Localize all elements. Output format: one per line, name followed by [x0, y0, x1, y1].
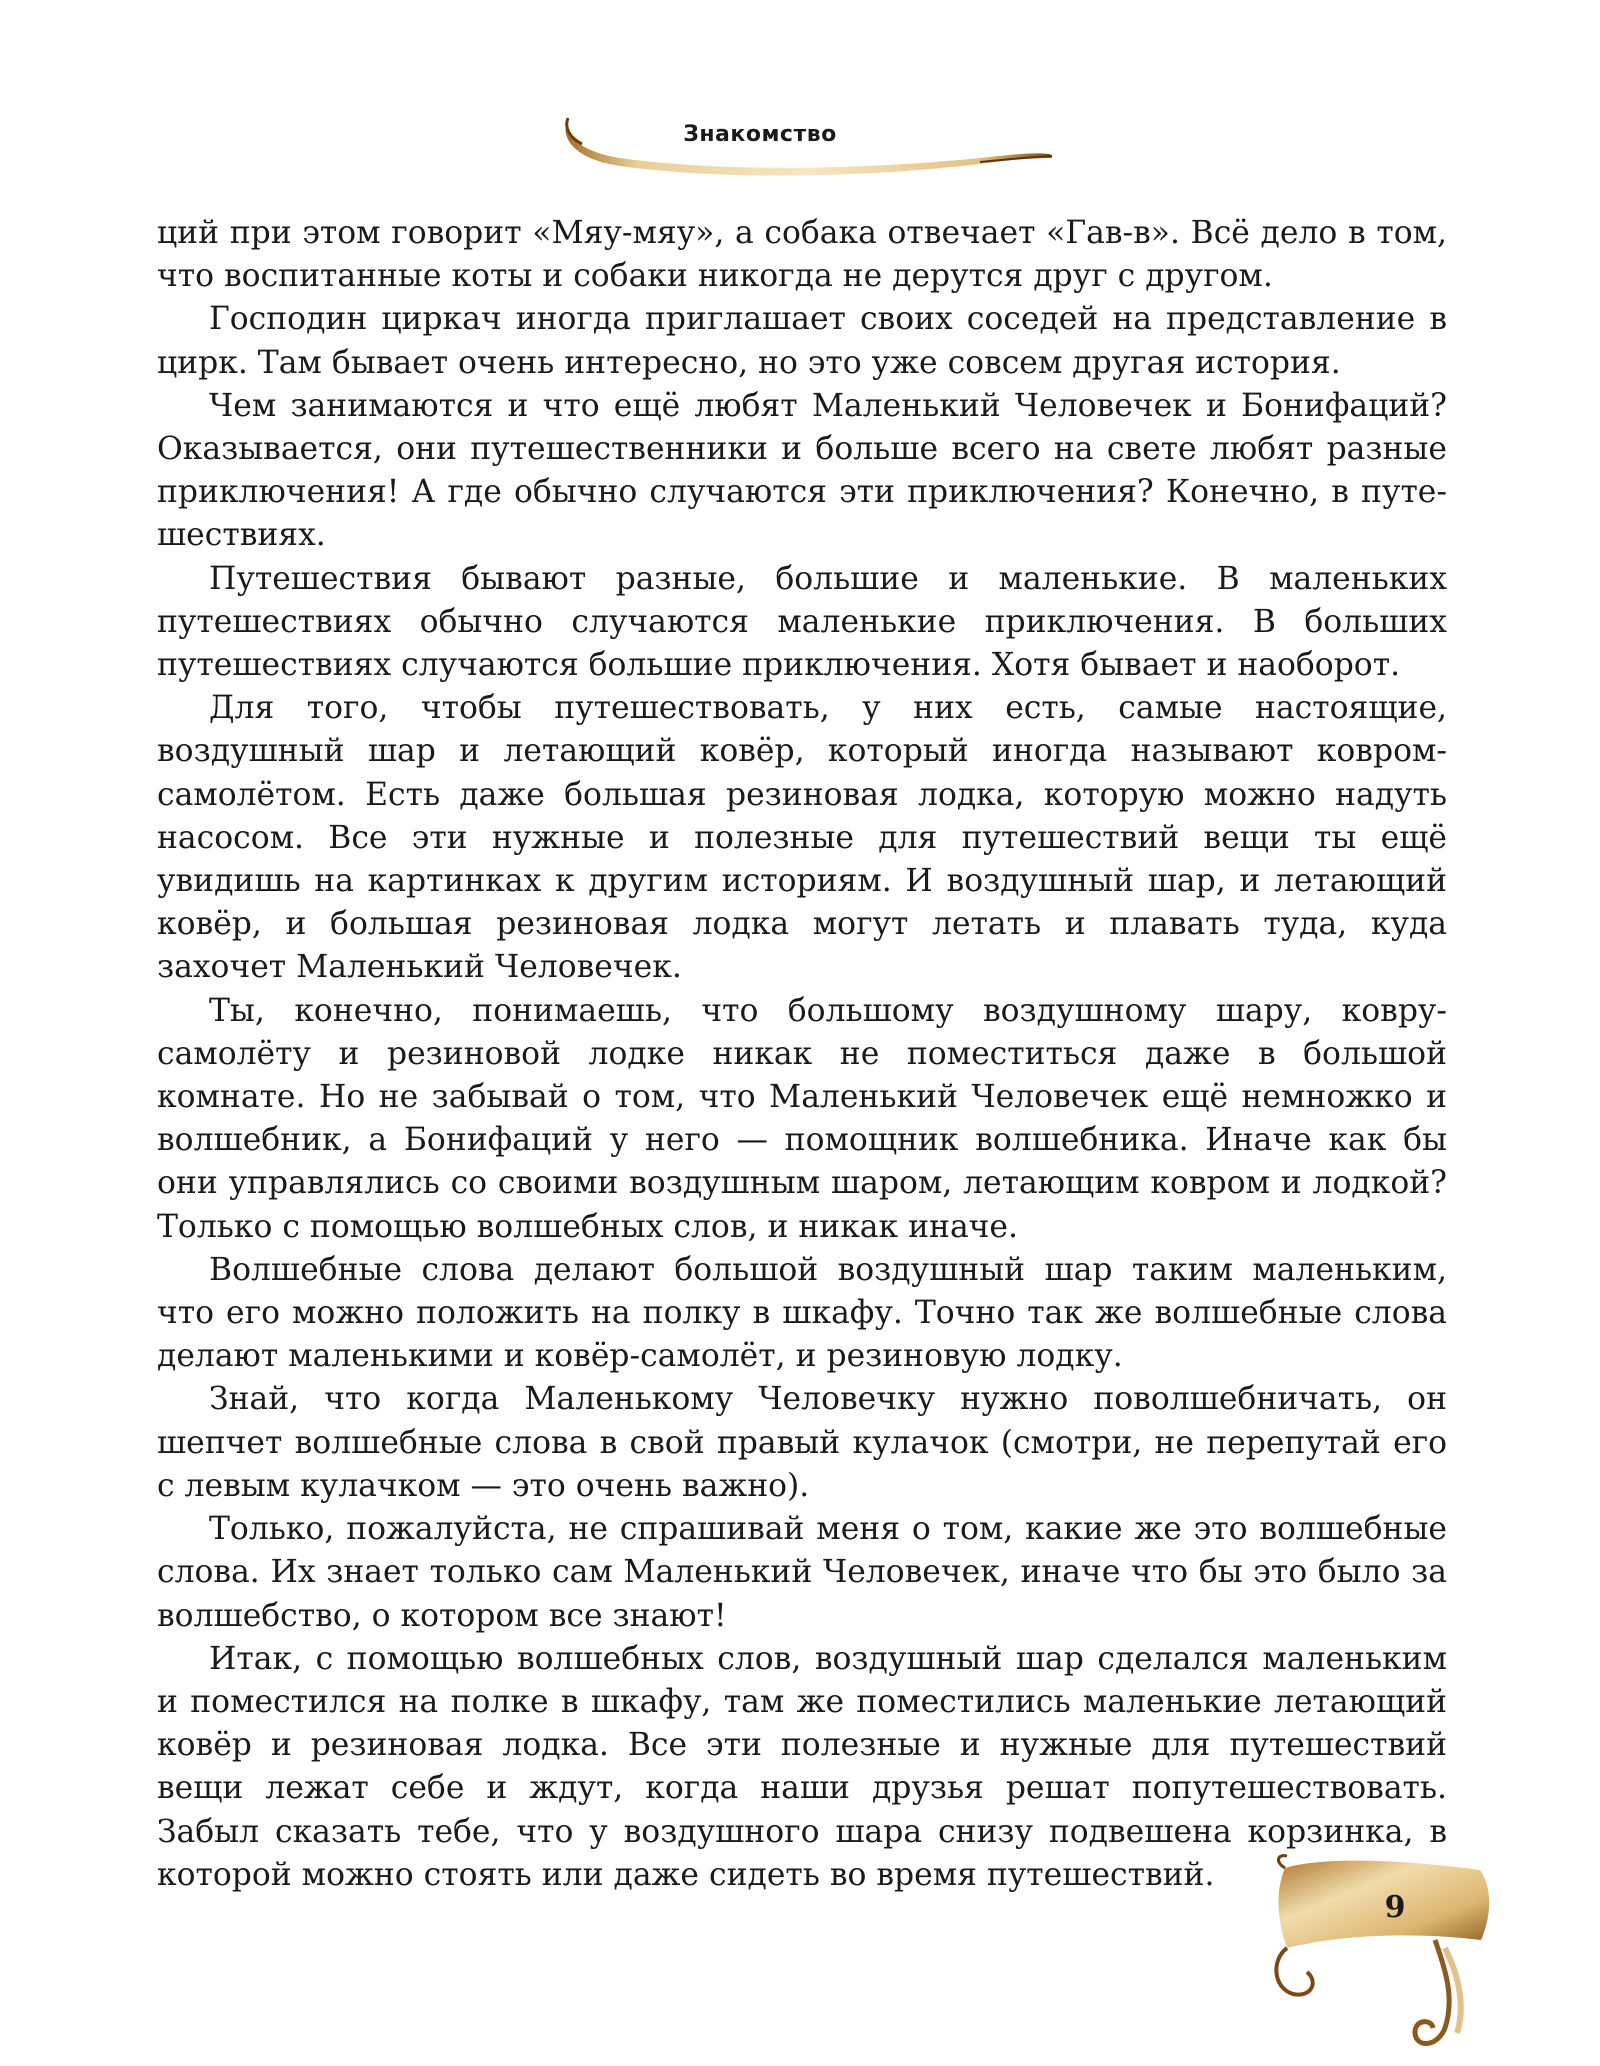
- page-number: 9: [1384, 1890, 1406, 1925]
- chapter-title: Знакомство: [683, 122, 837, 147]
- main-text: [157, 212, 1447, 1897]
- paragraph: Господин циркач иногда приглашает своих соседей на представление в цирк. Там бывает очень интересно, но это уже совсем другая история.: [157, 301, 1447, 381]
- paragraph: Ты, конечно, понимаешь, что большому воздушному шару, ковру-самолёту и резиновой лодке никак не поместиться даже в большой комнате. Но не забывай о том, что Маленький Человечек ещё немножко и волшебник, а Бонифаций у него — помощник волшебника. Иначе как бы они управлялись со своими воздушным шаром, летающим ковром и лодкой? Только с помощью волшебных слов, и никак иначе.: [157, 992, 1447, 1245]
- page-number-scroll: [1265, 1848, 1505, 2058]
- paragraph: ций при этом говорит «Мяу-мяу», а собака отвечает «Гав-в». Всё дело в том, что воспитанные коты и собаки никогда не дерутся друг с другом.: [157, 215, 1447, 295]
- paragraph: Итак, с помощью волшебных слов, воздушный шар сделался маленьким и поместился на полке в шкафу, там же поместились маленькие летающий ковёр и резиновая лодка. Все эти полезные и нужные для путешествий вещи лежат себе и ждут, когда наши друзья решат попутешествовать. Забыл сказать тебе, что у воздушного шара снизу подвешена корзинка, в которой можно стоять или даже сидеть во время путешествий.: [157, 1640, 1447, 1893]
- paragraph: Путешествия бывают разные, большие и маленькие. В маленьких путешествиях обычно случаются маленькие приключения. В больших путешествиях случаются большие приключения. Хотя бывает и наоборот.: [157, 560, 1447, 684]
- paragraph: Волшебные слова делают большой воздушный шар таким маленьким, что его можно положить на полку в шкафу. Точно так же волшебные слова делают маленькими и ковёр-самолёт, и резиновую лодку.: [157, 1251, 1447, 1375]
- paragraph: Чем занимаются и что ещё любят Маленький Человечек и Бонифаций? Оказывается, они путешественники и больше всего на свете любят разные приключения! А где обычно случаются эти приключения? Конечно, в путешествиях.: [157, 387, 1447, 554]
- paragraph: Для того, чтобы путешествовать, у них есть, самые настоящие, воздушный шар и летающий ковёр, который иногда называют ковром-самолётом. Есть даже большая резиновая лодка, которую можно надуть насосом. Все эти нужные и полезные для путешествий вещи ты ещё увидишь на картинках к другим историям. И воздушный шар, и летающий ковёр, и большая резиновая лодка могут летать и плавать туда, куда захочет Маленький Человечек.: [157, 690, 1447, 986]
- scroll-icon: [1265, 1848, 1505, 2058]
- chapter-header-banner: [560, 112, 1060, 182]
- paragraph: Знай, что когда Маленькому Человечку нужно поволшебничать, он шепчет волшебные слова в свой правый кулачок (смотри, не перепутай его с левым кулачком — это очень важно).: [157, 1381, 1447, 1504]
- paragraph: Только, пожалуйста, не спрашивай меня о том, какие же это волшебные слова. Их знает только сам Маленький Человечек, иначе что бы это было за волшебство, о котором все знают!: [157, 1511, 1447, 1634]
